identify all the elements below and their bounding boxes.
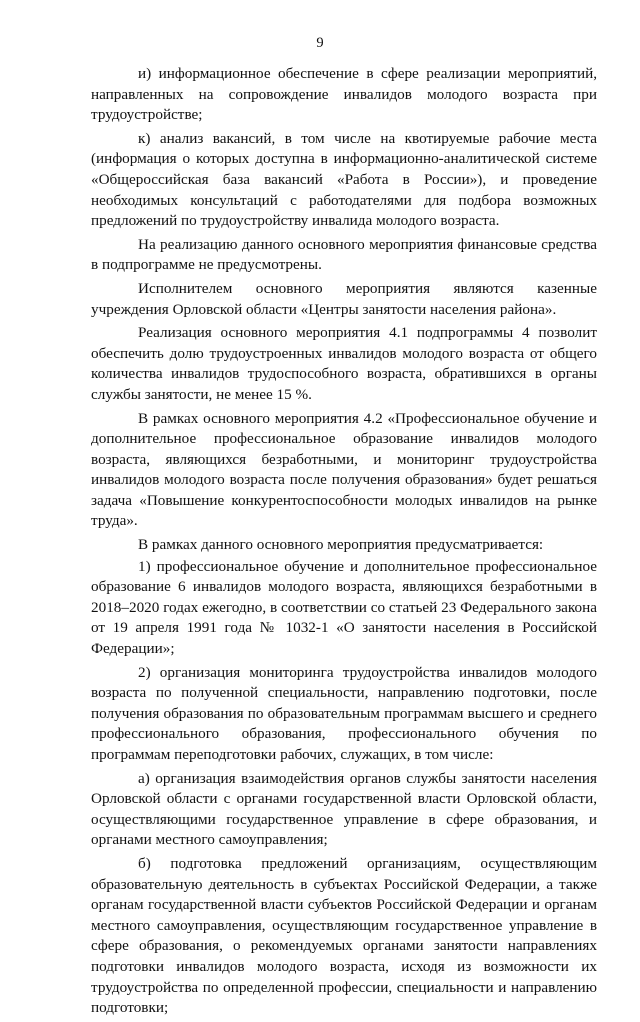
paragraph-item-a: а) организация взаимодействия органов службы занятости населения Орловской области с органами государственной власти Орловской области, осуществляющими государственное управление в сфере образования, и органами местного самоуправления; bbox=[91, 769, 597, 849]
paragraph-item-b: б) подготовка предложений организациям, осуществляющим образовательную деятельность в субъектах Российской Федерации, а также органам государственной власти субъектов Российской Федерации и органам местного самоуправления, осуществляющим государственное управление в сфере образования, о рекомендуемых органами занятости направлениях подготовки инвалидов молодого возраста, исходя из возможности их трудоустройства по определенной профессии, специальности и направлению подготовки; bbox=[91, 854, 597, 1017]
paragraph-result-4-1: Реализация основного мероприятия 4.1 подпрограммы 4 позволит обеспечить долю трудоустроенных инвалидов молодого возраста от общего количества инвалидов трудоспособного возраста, обратившихся в органы службы занятости, не менее 15 %. bbox=[91, 324, 597, 403]
paragraph-item-k: к) анализ вакансий, в том числе на квотируемые рабочие места (информация о которых доступна в информационно-аналитической системе «Общероссийская база вакансий «Работа в России»), и проведение необходимых консультаций с работодателями для подбора возможных предложений по трудоустройству инвалида молодого возраста. bbox=[91, 129, 597, 230]
paragraph-executor: Исполнителем основного мероприятия являются казенные учреждения Орловской области «Центры занятости населения района». bbox=[91, 279, 597, 318]
page-number: 9 bbox=[316, 35, 324, 51]
paragraph-measure-4-2: В рамках основного мероприятия 4.2 «Профессиональное обучение и дополнительное профессиональное образование инвалидов молодого возраста, являющихся безработными, и мониторинг трудоустройства инвалидов молодого возраста после получения образования» будет решаться задача «Повышение конкурентоспособности молодых инвалидов на рынке труда». bbox=[91, 409, 597, 530]
document-body bbox=[91, 64, 597, 1022]
paragraph-item-1: 1) профессиональное обучение и дополнительное профессиональное образование 6 инвалидов молодого возраста, являющихся безработными в 2018–2020 годах ежегодно, в соответствии со статьей 23 Федерального закона от 19 апреля 1991 года № 1032-1 «О занятости населения в Российской Федерации»; bbox=[91, 557, 597, 658]
paragraph-item-i: и) информационное обеспечение в сфере реализации мероприятий, направленных на сопровождение инвалидов молодого возраста при трудоустройстве; bbox=[91, 65, 597, 124]
paragraph-funding: На реализацию данного основного мероприятия финансовые средства в подпрограмме не предусмотрены. bbox=[91, 235, 597, 274]
paragraph-provisions-intro: В рамках данного основного мероприятия предусматривается: bbox=[138, 536, 544, 554]
paragraph-item-2: 2) организация мониторинга трудоустройства инвалидов молодого возраста по полученной специальности, направлению подготовки, после получения образования по образовательным программам высшего и среднего профессионального образования, профессионального обучения по программам переподготовки рабочих, служащих, в том числе: bbox=[91, 663, 597, 763]
